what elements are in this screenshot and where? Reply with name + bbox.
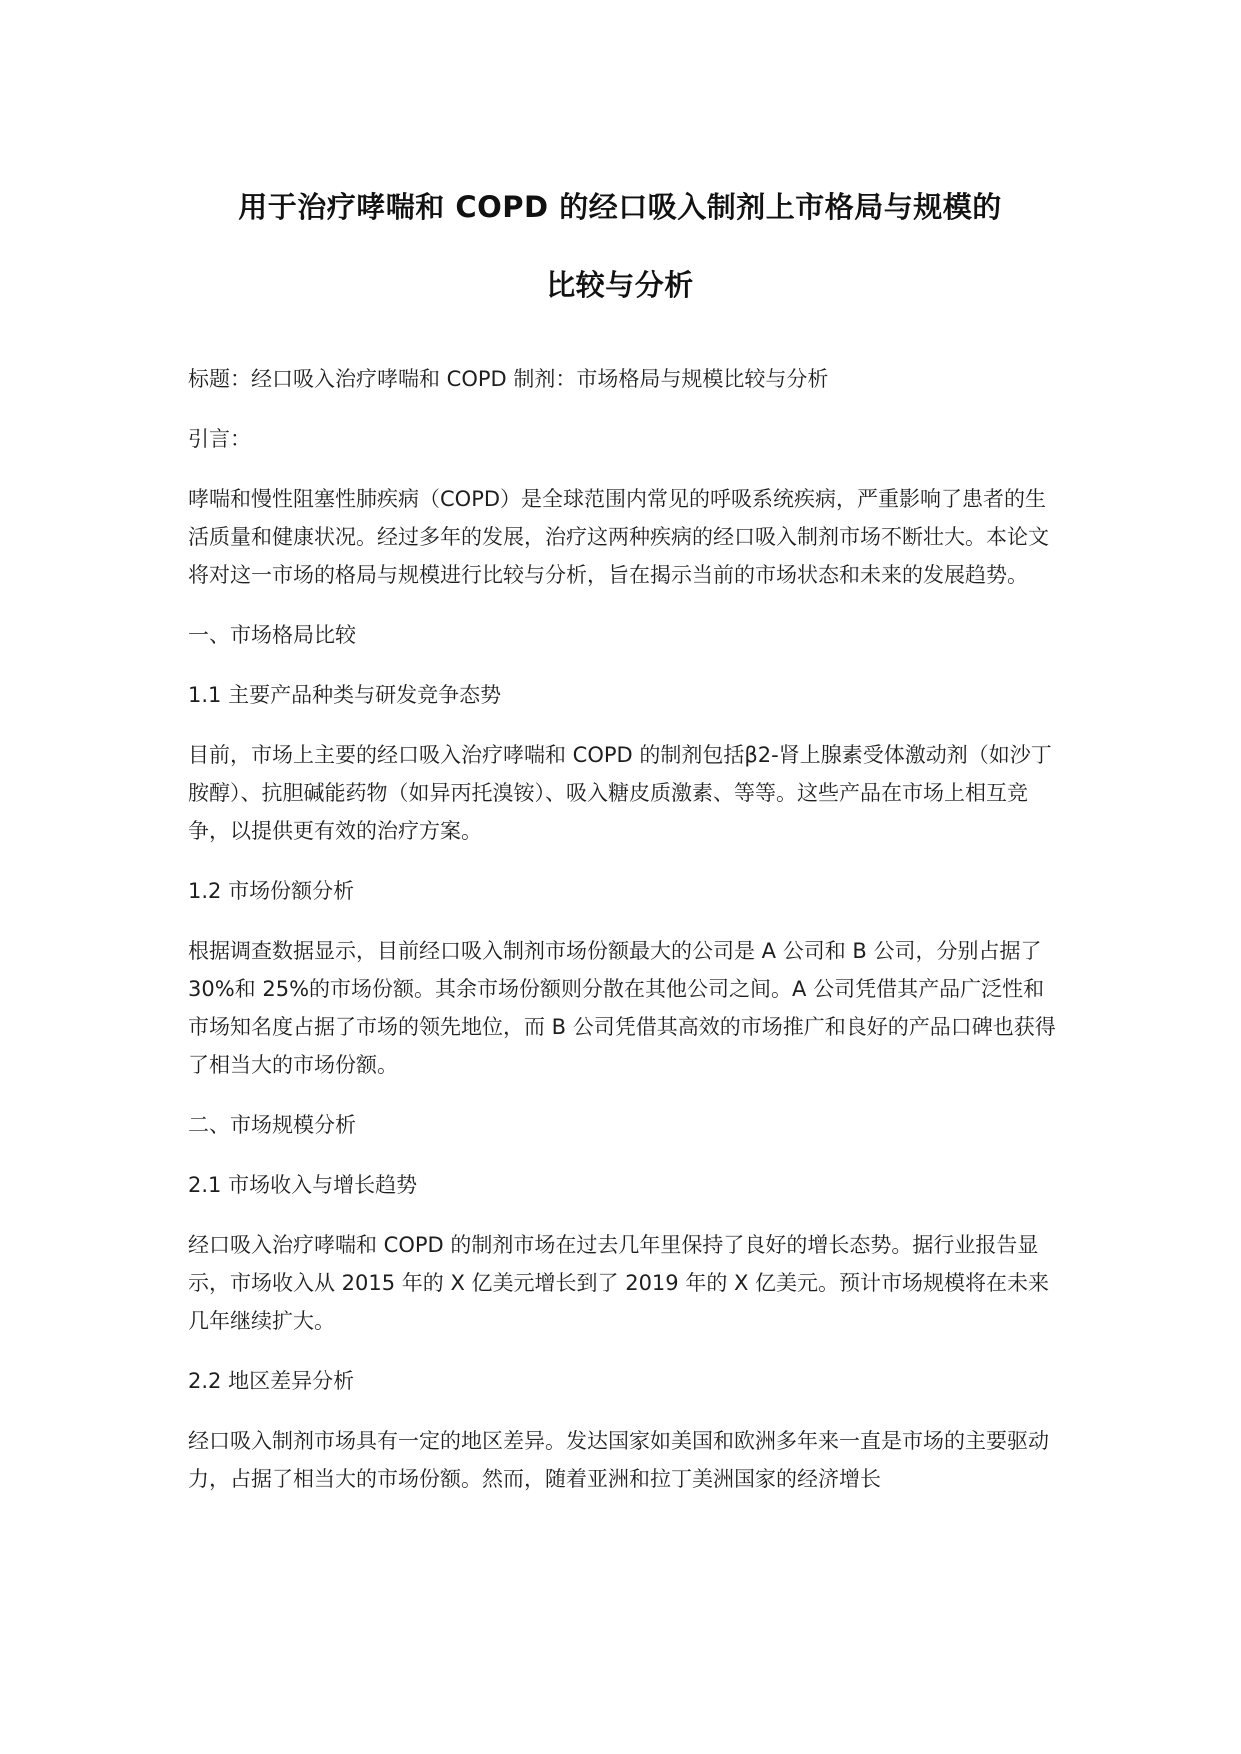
subtitle: 标题：经口吸入治疗哮喘和 COPD 制剂：市场格局与规模比较与分析 — [188, 367, 829, 391]
document-title — [150, 168, 1090, 324]
section-2-2-paragraph: 经口吸入制剂市场具有一定的地区差异。发达国家如美国和欧洲多年来一直是市场的主要驱动力，占据了相当大的市场份额。然而，随着亚洲和拉丁美洲国家的经济增长 — [188, 1429, 1049, 1491]
title-line-2: 比较与分析 — [546, 268, 694, 302]
section-2-heading: 二、市场规模分析 — [188, 1113, 356, 1137]
section-1-2-paragraph: 根据调查数据显示，目前经口吸入制剂市场份额最大的公司是 A 公司和 B 公司，分别占据了 30%和 25%的市场份额。其余市场份额则分散在其他公司之间。A 公司凭借其产品广泛性和市场知名度占据了市场的领先地位，而 B 公司凭借其高效的市场推广和良好的产品口碑也获得了相当大的市场份额。 — [188, 939, 1056, 1077]
section-1-1-heading: 1.1 主要产品种类与研发竞争态势 — [188, 683, 502, 707]
document-body — [188, 360, 1058, 1520]
intro-heading: 引言： — [188, 427, 251, 451]
section-1-1-paragraph: 目前，市场上主要的经口吸入治疗哮喘和 COPD 的制剂包括β2-肾上腺素受体激动剂（如沙丁胺醇）、抗胆碱能药物（如异丙托溴铵）、吸入糖皮质激素、等等。这些产品在市场上相互竞争，以提供更有效的治疗方案。 — [188, 743, 1052, 843]
section-2-1-heading: 2.1 市场收入与增长趋势 — [188, 1173, 418, 1197]
intro-paragraph: 哮喘和慢性阻塞性肺疾病（COPD）是全球范围内常见的呼吸系统疾病，严重影响了患者的生活质量和健康状况。经过多年的发展，治疗这两种疾病的经口吸入制剂市场不断壮大。本论文将对这一市场的格局与规模进行比较与分析，旨在揭示当前的市场状态和未来的发展趋势。 — [188, 487, 1049, 587]
title-line-1: 用于治疗哮喘和 COPD 的经口吸入制剂上市格局与规模的 — [238, 190, 1002, 224]
section-2-1-paragraph: 经口吸入治疗哮喘和 COPD 的制剂市场在过去几年里保持了良好的增长态势。据行业报告显示，市场收入从 2015 年的 X 亿美元增长到了 2019 年的 X 亿美元。预计市场规模将在未来几年继续扩大。 — [188, 1233, 1050, 1333]
section-1-2-heading: 1.2 市场份额分析 — [188, 879, 355, 903]
section-1-heading: 一、市场格局比较 — [188, 623, 356, 647]
section-2-2-heading: 2.2 地区差异分析 — [188, 1369, 355, 1393]
